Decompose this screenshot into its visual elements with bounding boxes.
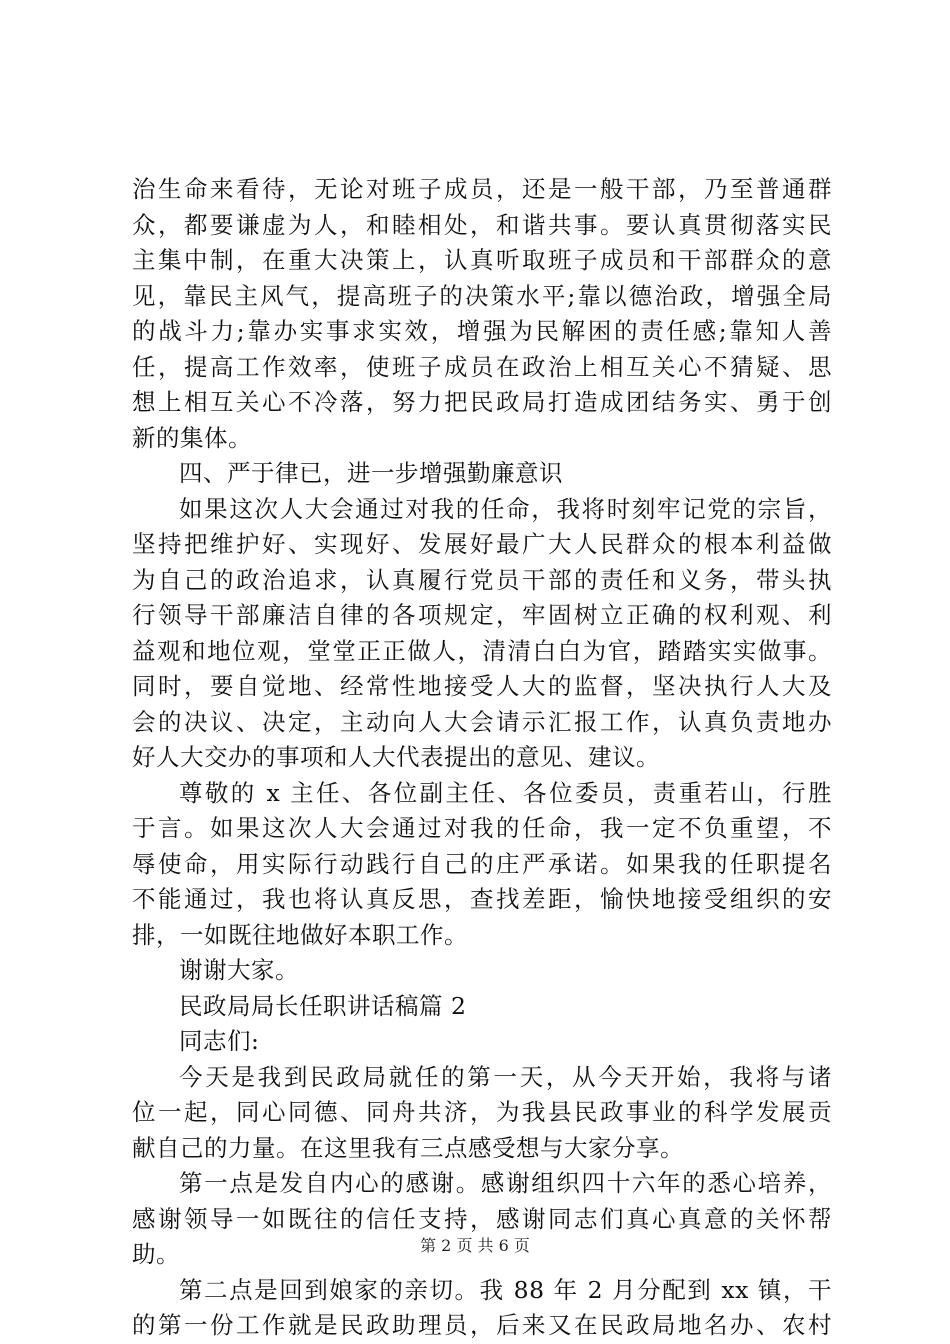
text-line: 治生命来看待，无论对班子成员，还是一般干部，乃至普通群 xyxy=(132,175,832,203)
text-line: 助。 xyxy=(132,1240,180,1268)
text-line: 新的集体。 xyxy=(132,423,252,452)
text-line: 感谢领导一如既往的信任支持，感谢同志们真心真意的关怀帮 xyxy=(132,1204,832,1233)
text-line: 第一点是发自内心的感谢。感谢组织四十六年的悉心培养， xyxy=(179,1169,832,1197)
text-line: 众，都要谦虚为人，和睦相处，和谐共事。要认真贯彻落实民 xyxy=(132,210,832,239)
text-line: 辱使命，用实际行动践行自己的庄严承诺。如果我的任职提名 xyxy=(132,849,832,878)
text-line: 的战斗力;靠办实事求实效，增强为民解困的责任感;靠知人善 xyxy=(132,317,832,345)
text-line: 谢谢大家。 xyxy=(179,956,299,984)
text-line: 见，靠民主风气，提高班子的决策水平;靠以德治政，增强全局 xyxy=(132,281,832,310)
text-line: 任，提高工作效率，使班子成员在政治上相互关心不猜疑、思 xyxy=(132,352,832,381)
text-line: 主集中制，在重大决策上，认真听取班子成员和干部群众的意 xyxy=(132,246,832,274)
text-line: 献自己的力量。在这里我有三点感受想与大家分享。 xyxy=(132,1133,684,1162)
text-line: 不能通过，我也将认真反思，查找差距，愉快地接受组织的安 xyxy=(132,885,832,913)
text-line: 尊敬的 x 主任、各位副主任、各位委员，责重若山，行胜 xyxy=(179,778,832,807)
text-line: 同时，要自觉地、经常性地接受人大的监督，坚决执行人大及 xyxy=(132,672,832,700)
text-line: 今天是我到民政局就任的第一天，从今天开始，我将与诸 xyxy=(179,1062,832,1091)
text-line: 想上相互关心不冷落，努力把民政局打造成团结务实、勇于创 xyxy=(132,388,832,416)
text-line: 民政局局长任职讲话稿篇 2 xyxy=(179,991,467,1020)
text-line: 为自己的政治追求，认真履行党员干部的责任和义务，带头执 xyxy=(132,565,832,594)
text-line: 于言。如果这次人大会通过对我的任命，我一定不负重望，不 xyxy=(132,814,832,842)
text-line: 第二点是回到娘家的亲切。我 88 年 2 月分配到 xx 镇，干 xyxy=(179,1275,832,1304)
text-line: 益观和地位观，堂堂正正做人，清清白白为官，踏踏实实做事。 xyxy=(132,636,832,665)
text-line: 坚持把维护好、实现好、发展好最广大人民群众的根本利益做 xyxy=(132,530,832,558)
text-line: 位一起，同心同德、同舟共济，为我县民政事业的科学发展贡 xyxy=(132,1098,832,1126)
text-line: 会的决议、决定，主动向人大会请示汇报工作，认真负责地办 xyxy=(132,707,832,736)
text-line: 行领导干部廉洁自律的各项规定，牢固树立正确的权利观、利 xyxy=(132,601,832,629)
text-line: 如果这次人大会通过对我的任命，我将时刻牢记党的宗旨， xyxy=(179,494,832,523)
page-footer: 第 2 页 共 6 页 xyxy=(420,1236,530,1255)
text-line: 同志们: xyxy=(179,1027,260,1055)
text-line: 的第一份工作就是民政助理员，后来又在民政局地名办、农村 xyxy=(132,1311,832,1339)
text-line: 四、严于律已，进一步增强勤廉意识 xyxy=(179,459,563,487)
text-line: 排，一如既往地做好本职工作。 xyxy=(132,920,468,949)
document-body xyxy=(132,172,832,1344)
text-line: 好人大交办的事项和人大代表提出的意见、建议。 xyxy=(132,743,660,771)
